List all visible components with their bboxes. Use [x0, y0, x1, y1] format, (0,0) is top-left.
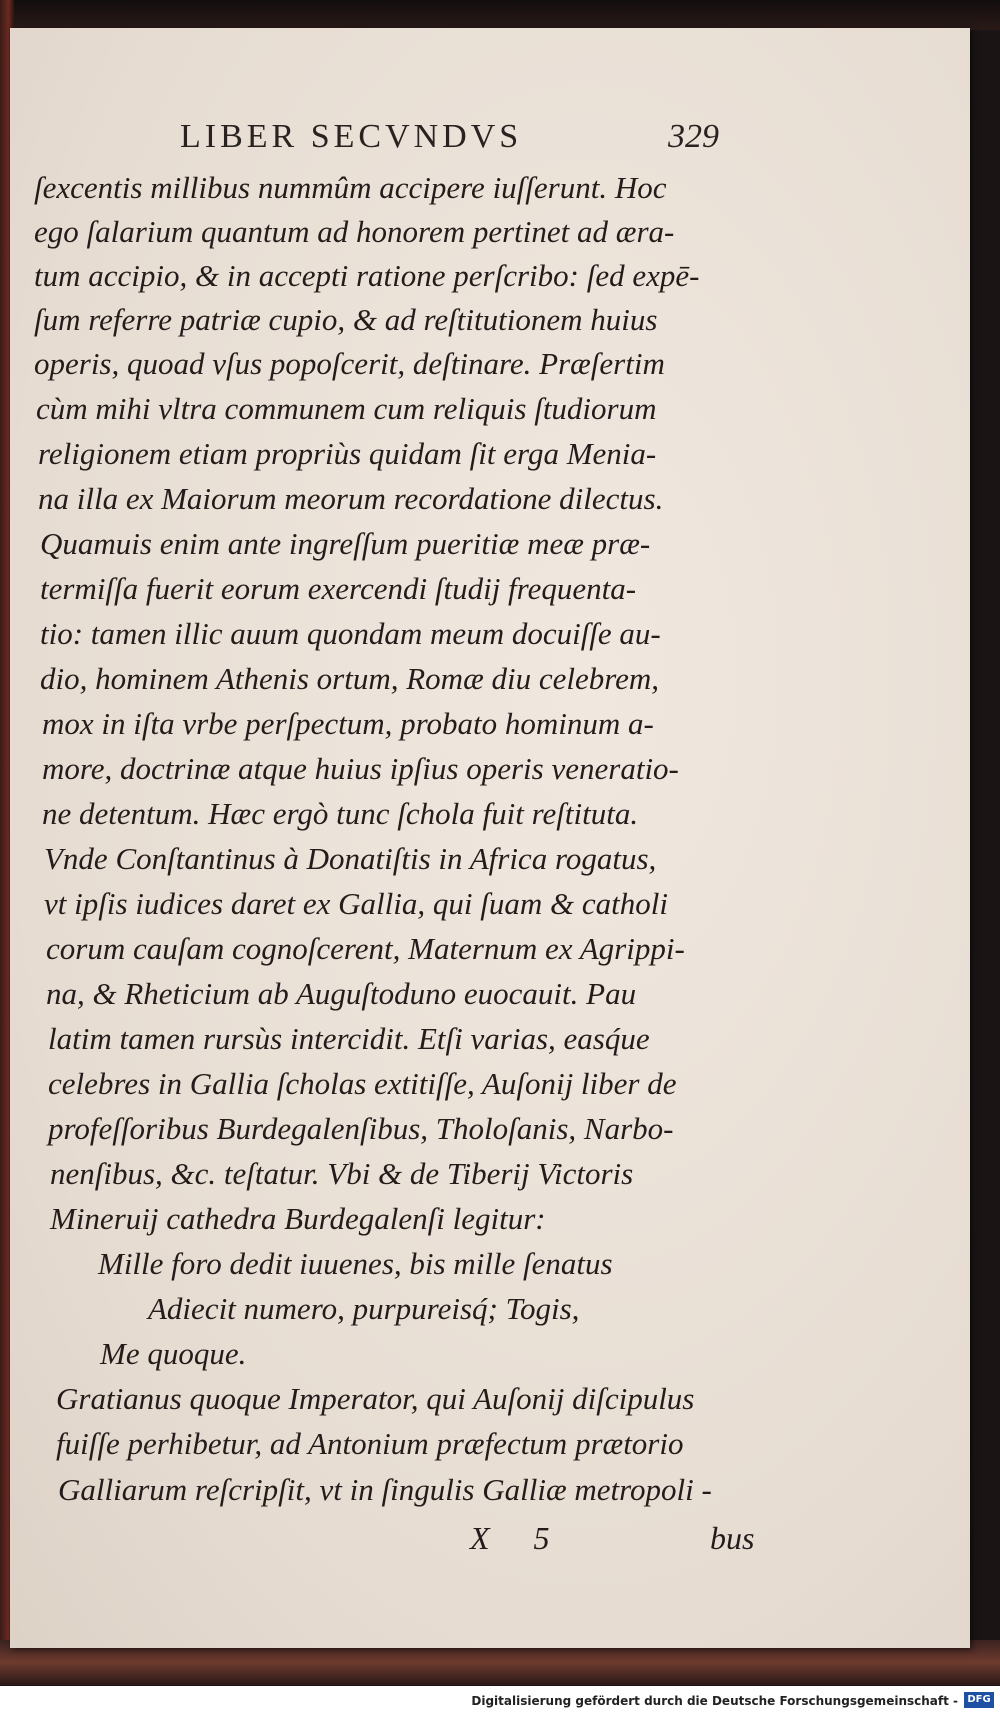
text-line: operis, quoad vſus popoſcerit, deſtinare. Præſertim	[34, 346, 665, 381]
text-line: corum cauſam cognoſcerent, Maternum ex Agrippi-	[46, 931, 685, 966]
text-line: celebres in Gallia ſcholas extitiſſe, Auſonij liber de	[48, 1066, 677, 1101]
page-number: 329	[668, 118, 719, 155]
text-line: na, & Rheticium ab Auguſtoduno euocauit. Pau	[46, 976, 637, 1011]
signature-mark: X 5	[470, 1520, 568, 1556]
text-line: mox in iſta vrbe perſpectum, probato hominum a-	[42, 706, 654, 741]
text-line: vt ipſis iudices daret ex Gallia, qui ſuam & catholi	[44, 886, 668, 921]
text-line: more, doctrinæ atque huius ipſius operis veneratio-	[42, 751, 679, 786]
text-line: tum accipio, & in accepti ratione perſcribo: ſed expē-	[34, 258, 700, 293]
text-line: ego ſalarium quantum ad honorem pertinet ad æra-	[34, 214, 675, 249]
text-line: profeſſoribus Burdegalenſibus, Tholoſanis, Narbo-	[48, 1111, 674, 1146]
text-line: termiſſa fuerit eorum exercendi ſtudij frequenta-	[40, 571, 637, 606]
text-line: ſexcentis millibus nummûm accipere iuſſerunt. Hoc	[34, 170, 667, 205]
funding-credit: Digitalisierung gefördert durch die Deutsche Forschungsgemeinschaft -	[471, 1694, 958, 1708]
text-line: fuiſſe perhibetur, ad Antonium præfectum prætorio	[56, 1426, 684, 1461]
text-line: na illa ex Maiorum meorum recordatione dilectus.	[38, 481, 664, 516]
running-header: LIBER SECVNDVS	[180, 118, 523, 155]
text-line: Vnde Conſtantinus à Donatiſtis in Africa rogatus,	[44, 841, 657, 876]
text-line: Quamuis enim ante ingreſſum pueritiæ meæ præ-	[40, 526, 651, 561]
text-line: Gratianus quoque Imperator, qui Auſonij diſcipulus	[56, 1381, 695, 1416]
text-line: nenſibus, &c. teſtatur. Vbi & de Tiberij Victoris	[50, 1156, 634, 1191]
catchword: bus	[710, 1520, 755, 1556]
verse-line: Me quoque.	[100, 1336, 247, 1371]
verse-line: Adiecit numero, purpureisq́; Togis,	[148, 1291, 580, 1326]
text-line: cùm mihi vltra communem cum reliquis ſtudiorum	[36, 391, 657, 426]
text-line: Mineruij cathedra Burdegalenſi legitur:	[50, 1201, 546, 1236]
scan-top-edge	[0, 0, 1000, 30]
text-line: ne detentum. Hæc ergò tunc ſchola fuit reſtituta.	[42, 796, 639, 831]
text-line: tio: tamen illic auum quondam meum docuiſſe au-	[40, 616, 661, 651]
text-line: dio, hominem Athenis ortum, Romæ diu celebrem,	[40, 661, 660, 696]
text-line: religionem etiam propriùs quidam ſit erga Menia-	[38, 436, 657, 471]
verse-line: Mille foro dedit iuuenes, bis mille ſenatus	[98, 1246, 613, 1281]
text-line: ſum referre patriæ cupio, & ad reſtitutionem huius	[34, 302, 658, 337]
dfg-logo: DFG	[964, 1692, 994, 1708]
text-line-last: Galliarum reſcripſit, vt in ſingulis Galliæ metropoli -	[58, 1472, 712, 1507]
text-line: latim tamen rursùs intercidit. Etſi varias, easq́ue	[48, 1021, 650, 1056]
